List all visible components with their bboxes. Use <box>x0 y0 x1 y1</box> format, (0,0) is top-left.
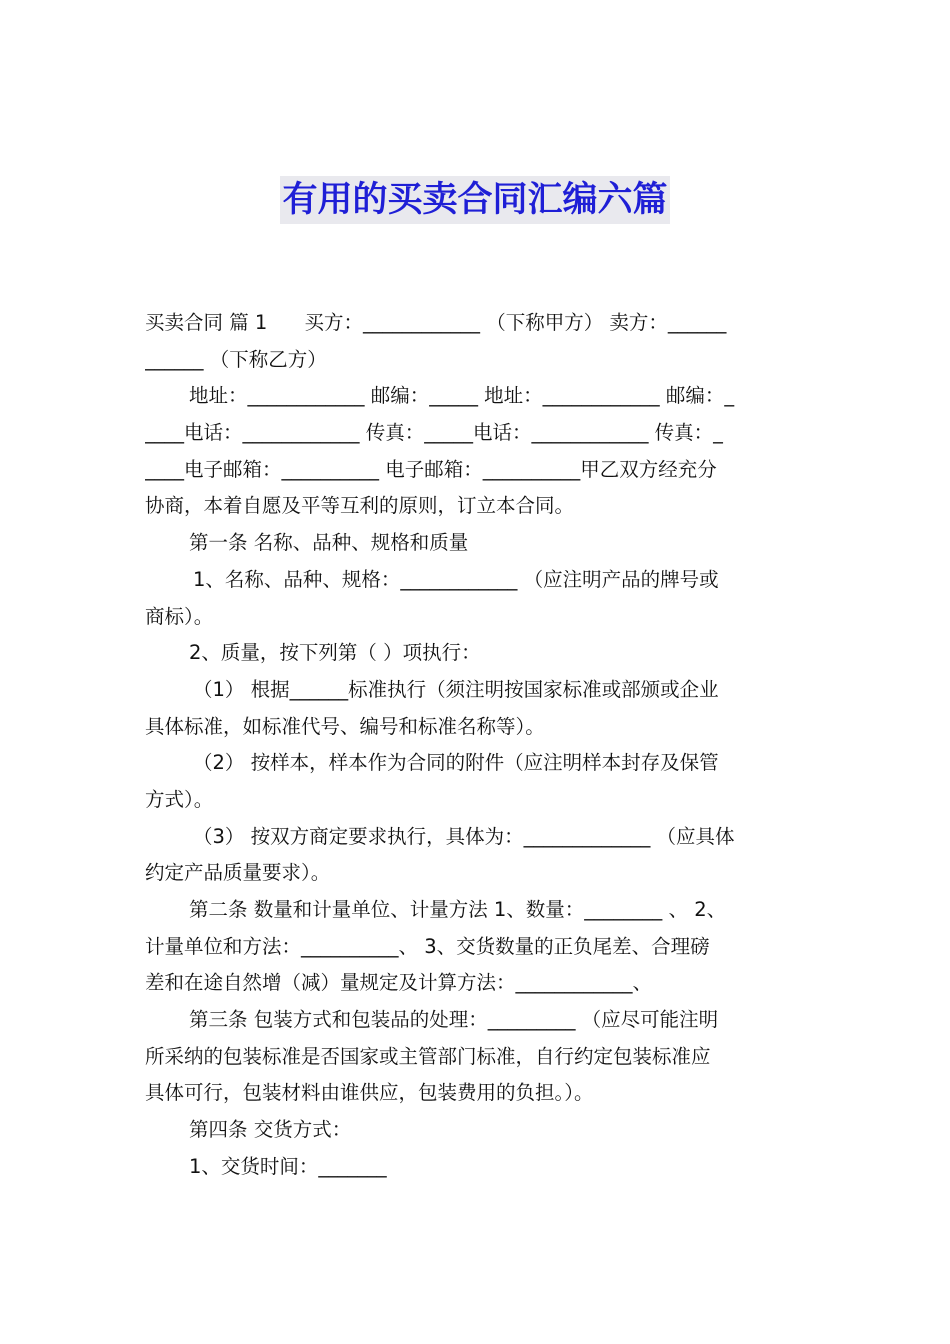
text-line: 1、名称、品种、规格：____________ （应注明产品的牌号或 <box>193 567 719 591</box>
contract-body <box>145 305 807 1186</box>
title-container <box>0 176 950 224</box>
text-line: 协商，本着自愿及平等互利的原则，订立本合同。 <box>145 494 575 518</box>
text-line: 地址：____________ 邮编：_____ 地址：____________ 邮编：_ <box>189 384 735 408</box>
article-heading: 第二条 数量和计量单位、计量方法 1、数量：________ 、 2、 <box>189 898 727 921</box>
text-line: （1） 根据______标准执行（须注明按国家标准或部颁或企业 <box>193 677 719 701</box>
text-line: 差和在途自然增（减）量规定及计算方法：____________、 <box>145 971 653 995</box>
text-line: （2） 按样本，样本作为合同的附件（应注明样本封存及保管 <box>193 751 719 775</box>
text-line: ____电子邮箱：__________ 电子邮箱：__________甲乙双方经充分 <box>145 457 717 481</box>
text-line: ____电话：____________ 传真：_____电话：____________ 传真：_ <box>145 421 723 445</box>
text-line: 商标）。 <box>145 604 214 628</box>
text-line: （3） 按双方商定要求执行，具体为：_____________ （应具体 <box>193 824 735 848</box>
text-line: 计量单位和方法：__________、 3、交货数量的正负尾差、合理磅 <box>145 934 710 958</box>
text-line: 方式）。 <box>145 787 214 811</box>
text-line: 所采纳的包装标准是否国家或主管部门标准，自行约定包装标准应 <box>145 1044 711 1068</box>
text-line: 具体标准，如标准代号、编号和标准名称等）。 <box>145 714 545 738</box>
article-heading: 第一条 名称、品种、规格和质量 <box>189 531 469 555</box>
text-line: 买卖合同 篇 1 买方：____________ （下称甲方） 卖方：______ <box>145 311 727 334</box>
text-line: 具体可行，包装材料由谁供应，包装费用的负担。）。 <box>145 1081 594 1105</box>
text-line: 2、质量，按下列第（ ）项执行： <box>189 641 481 665</box>
article-heading: 第四条 交货方式： <box>189 1118 352 1142</box>
text-line: 1、交货时间：_______ <box>189 1154 387 1178</box>
text-line: 约定产品质量要求）。 <box>145 861 331 885</box>
article-heading: 第三条 包装方式和包装品的处理：_________ （应尽可能注明 <box>189 1008 719 1032</box>
document-title: 有用的买卖合同汇编六篇 <box>280 176 669 224</box>
text-line: ______ （下称乙方） <box>145 347 327 371</box>
